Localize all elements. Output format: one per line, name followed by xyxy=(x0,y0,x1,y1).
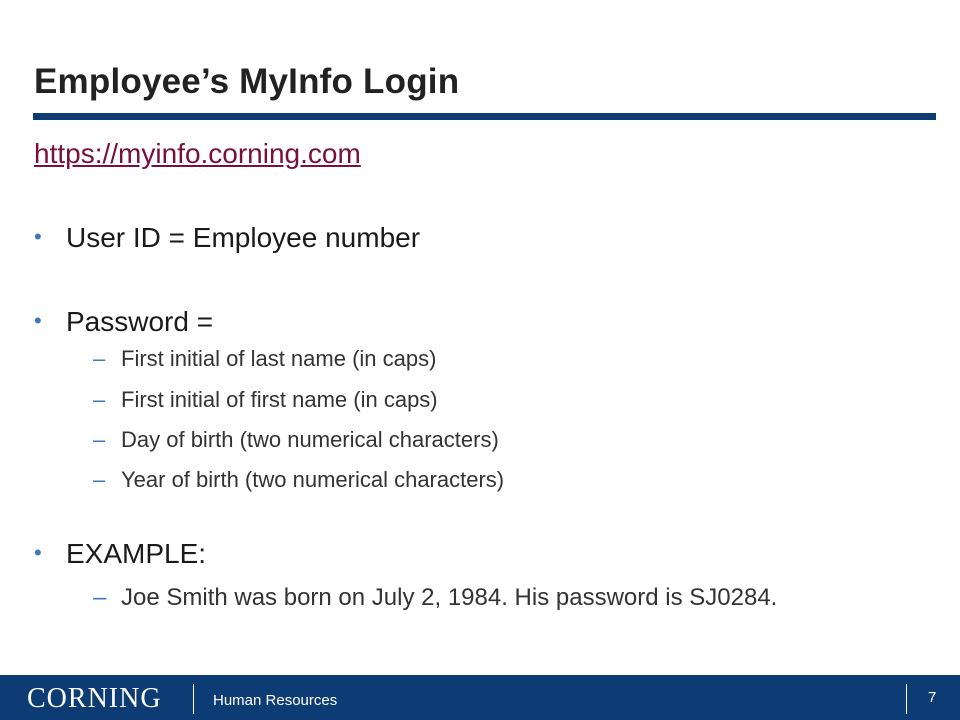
sub-bullet-marker: – xyxy=(93,346,106,371)
sub-bullet-text: Day of birth (two numerical characters) xyxy=(121,427,499,452)
footer-divider xyxy=(906,684,907,714)
sub-bullet-marker: – xyxy=(93,467,106,492)
page-number: 7 xyxy=(928,689,937,706)
sub-bullet-marker: – xyxy=(93,387,106,412)
footer-divider xyxy=(193,684,194,714)
sub-bullet-text: First initial of first name (in caps) xyxy=(121,387,438,412)
sub-bullet-text: Year of birth (two numerical characters) xyxy=(121,467,505,492)
bullet-text: User ID = Employee number xyxy=(66,222,421,253)
slide-title: Employee’s MyInfo Login xyxy=(34,62,460,101)
myinfo-link[interactable]: https://myinfo.corning.com xyxy=(34,138,361,169)
corning-logo: CORNING xyxy=(27,683,162,714)
bullet-marker: • xyxy=(34,540,42,565)
sub-bullet-text: Joe Smith was born on July 2, 1984. His password is SJ0284. xyxy=(121,584,778,611)
bullet-text: EXAMPLE: xyxy=(66,538,207,569)
sub-bullet-marker: – xyxy=(93,584,107,611)
sub-bullet-text: First initial of last name (in caps) xyxy=(121,346,437,371)
department-label: Human Resources xyxy=(213,692,338,709)
footer-bar xyxy=(0,675,960,720)
bullet-text: Password = xyxy=(66,306,214,337)
bullet-marker: • xyxy=(34,308,42,333)
title-underline-bar xyxy=(33,113,936,120)
sub-bullet-marker: – xyxy=(93,427,106,452)
bullet-marker: • xyxy=(34,224,42,249)
